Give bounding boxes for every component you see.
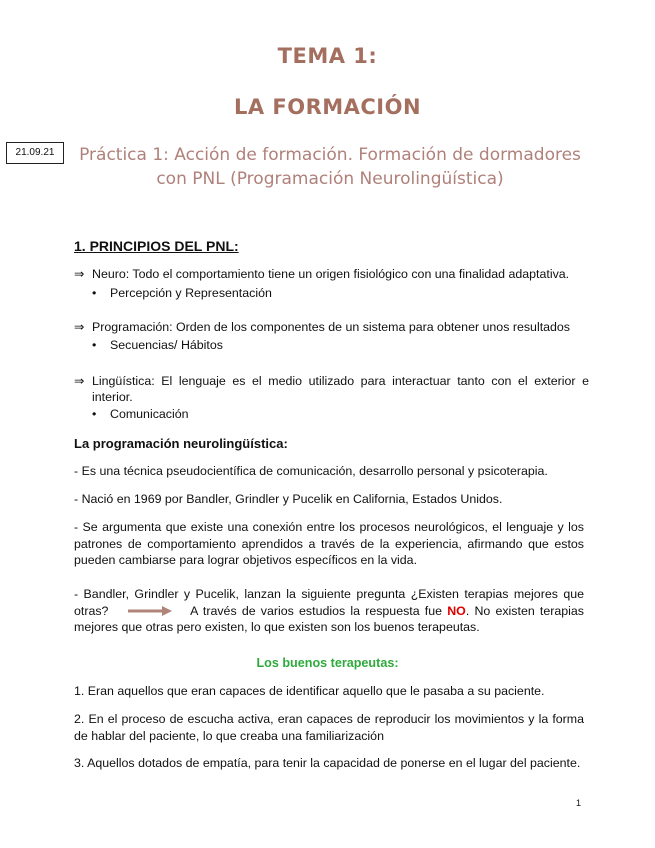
therapists-heading: Los buenos terapeutas:: [256, 656, 399, 670]
bullet-item: [92, 407, 189, 421]
therapists-item-1: 1. Eran aquellos que eran capaces de identificar aquello que le pasaba a su paciente.: [74, 684, 545, 698]
implies-arrow-icon: ⇒: [74, 374, 85, 388]
therapists-item-2: 2. En el proceso de escucha activa, eran capaces de reproducir los movimientos y la forma de hablar del paciente, lo que creaba una familiarización: [74, 712, 584, 743]
implies-arrow-icon: ⇒: [74, 267, 85, 281]
bullet-text: Comunicación: [110, 407, 189, 421]
principle-programacion: [74, 319, 589, 335]
pnl-paragraph-2: - Nació en 1969 por Bandler, Grindler y Pucelik en California, Estados Unidos.: [74, 492, 503, 506]
bullet-text: Secuencias/ Hábitos: [110, 338, 223, 352]
implies-arrow-icon: ⇒: [74, 320, 85, 334]
principle-neuro: [74, 266, 589, 282]
subtitle-line-2: con PNL (Programación Neurolingüística): [156, 169, 504, 189]
pnl-answer-no: NO: [447, 603, 466, 618]
pnl-heading: La programación neurolingüística:: [74, 436, 288, 451]
title-line-1: TEMA 1:: [277, 44, 378, 68]
bullet-icon: •: [92, 286, 97, 300]
bullet-item: [92, 286, 272, 300]
pnl-answer-rest: . No existen terapias mejores que otras pero existen, lo que existen son los buenos terapeutas.: [74, 603, 584, 634]
page-number: 1: [576, 798, 582, 808]
pnl-answer-intro: A través de varios estudios la respuesta fue: [190, 603, 443, 618]
principle-linguistica: [74, 373, 589, 405]
bullet-item: [92, 338, 223, 352]
pnl-paragraph-3: - Se argumenta que existe una conexión entre los procesos neurológicos, el lenguaje y los patrones de comportamiento aprendidos a través de la experiencia, afirmando que estos pueden cambiarse para lograr objetivos específicos en la vida.: [74, 520, 584, 567]
title-line-2: LA FORMACIÓN: [233, 95, 422, 119]
right-arrow-icon: [128, 606, 172, 616]
principle-text: Lingüística: El lenguaje es el medio utilizado para interactuar tanto con el exterior e interior.: [92, 374, 589, 404]
principle-text: Neuro: Todo el comportamiento tiene un origen fisiológico con una finalidad adaptativa.: [92, 267, 570, 281]
bullet-icon: •: [92, 338, 97, 352]
bullet-icon: •: [92, 407, 97, 421]
bullet-text: Percepción y Representación: [110, 286, 272, 300]
subtitle-line-1: Práctica 1: Acción de formación. Formación de dormadores: [79, 145, 581, 165]
date-box: 21.09.21: [6, 142, 64, 164]
pnl-paragraph-1: - Es una técnica pseudocientífica de comunicación, desarrollo personal y psicoterapia.: [74, 464, 548, 478]
principle-text: Programación: Orden de los componentes de un sistema para obtener unos resultados: [92, 320, 571, 334]
therapists-item-3: 3. Aquellos dotados de empatía, para tenir la capacidad de ponerse en el lugar del paciente.: [74, 756, 581, 770]
section-heading-principles: 1. PRINCIPIOS DEL PNL:: [74, 238, 239, 254]
pnl-paragraph-4: [74, 586, 584, 636]
pnl-question: - Bandler, Grindler y Pucelik, lanzan la siguiente pregunta ¿Existen terapias mejores que otras?: [74, 587, 584, 618]
